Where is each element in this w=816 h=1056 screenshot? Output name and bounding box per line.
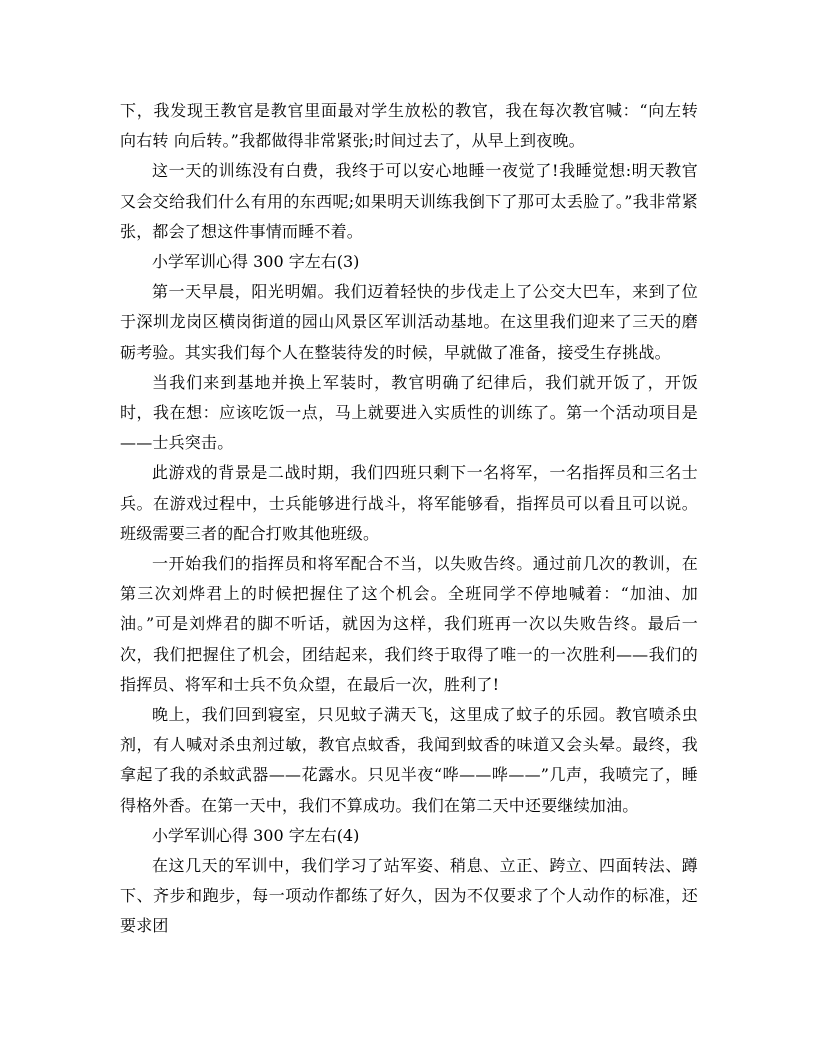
document-page [120, 96, 698, 942]
paragraph-first-morning: 第一天早晨，阳光明媚。我们迈着轻快的步伐走上了公交大巴车，来到了位于深圳龙岗区横岗街道的园山风景区军训活动基地。在这里我们迎来了三天的磨砺考验。其实我们每个人在整装待发的时候，早就做了准备，接受生存挑战。 [120, 282, 698, 362]
section-heading-3: 小学军训心得 300 字左右(3) [152, 252, 360, 272]
paragraph-arrival: 当我们来到基地并换上军装时，教官明确了纪律后，我们就开饭了，开饭时，我在想：应该吃饭一点，马上就要进入实质性的训练了。第一个活动项目是——士兵突击。 [120, 372, 698, 453]
paragraph-game-result: 一开始我们的指挥员和将军配合不当，以失败告终。通过前几次的教训，在第三次刘烨君上的时候把握住了这个机会。全班同学不停地喊着：“加油、加油。”可是刘烨君的脚不听话，就因为这样，我们班再一次以失败告终。最后一次，我们把握住了机会，团结起来，我们终于取得了唯一的一次胜利——我们的指挥员、将军和士兵不负众望，在最后一次，胜利了! [120, 554, 698, 694]
paragraph-continuation: 下，我发现王教官是教官里面最对学生放松的教官，我在每次教官喊：“向左转 向右转 向后转。”我都做得非常紧张;时间过去了，从早上到夜晚。 [120, 101, 698, 151]
paragraph-game-background: 此游戏的背景是二战时期，我们四班只剩下一名将军，一名指挥员和三名士兵。在游戏过程中，士兵能够进行战斗，将军能够看，指挥员可以看且可以说。班级需要三者的配合打败其他班级。 [120, 463, 698, 543]
paragraph-training-day: 这一天的训练没有白费，我终于可以安心地睡一夜觉了!我睡觉想:明天教官又会交给我们什么有用的东西呢;如果明天训练我倒下了那可太丢脸了。”我非常紧张，都会了想这件事情而睡不着。 [120, 161, 698, 241]
section-heading-4: 小学军训心得 300 字左右(4) [152, 825, 360, 845]
paragraph-evening: 晚上，我们回到寝室，只见蚊子满天飞，这里成了蚊子的乐园。教官喷杀虫剂，有人喊对杀虫剂过敏，教官点蚊香，我闻到蚊香的味道又会头晕。最终，我拿起了我的杀蚊武器——花露水。只见半夜“哗——哗——”几声，我喷完了，睡得格外香。在第一天中，我们不算成功。我们在第二天中还要继续加油。 [120, 705, 698, 815]
paragraph-drills: 在这几天的军训中，我们学习了站军姿、稍息、立正、跨立、四面转法、蹲下、齐步和跑步，每一项动作都练了好久，因为不仅要求了个人动作的标准，还要求团 [120, 856, 698, 936]
